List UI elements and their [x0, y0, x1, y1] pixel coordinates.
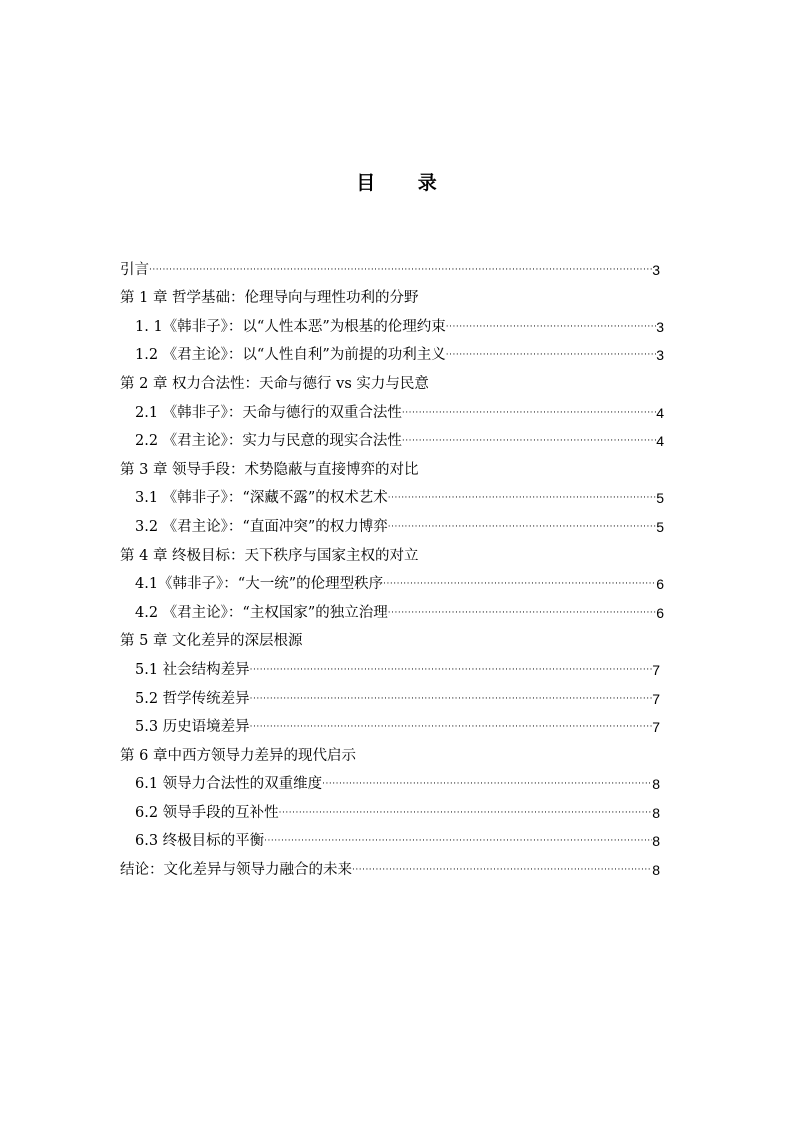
toc-page-number: 4	[656, 404, 664, 421]
toc-entry-text: 第 3 章 领导手段：术势隐蔽与直接博弈的对比	[120, 461, 419, 478]
toc-chapter-heading[interactable]	[120, 538, 660, 567]
toc-entry-text: 6.1 领导力合法性的双重维度	[135, 776, 323, 793]
toc-entry-text: 6.2 领导手段的互补性	[135, 804, 279, 821]
toc-page-number: 8	[652, 804, 660, 821]
toc-entry-text: 5.3 历史语境差异	[135, 719, 250, 736]
table-of-contents	[120, 252, 664, 881]
toc-entry-text: 2.1 《韩非子》：天命与德行的双重合法性	[135, 404, 402, 421]
toc-entry[interactable]	[120, 652, 660, 681]
leader-dots	[149, 261, 652, 281]
toc-entry-text: 第 2 章 权力合法性：天命与德行 vs 实力与民意	[120, 375, 429, 392]
toc-entry-text: 引言	[120, 261, 149, 278]
toc-page-number: 3	[652, 261, 660, 278]
toc-entry[interactable]	[120, 595, 664, 624]
leader-dots	[383, 575, 656, 595]
leader-dots	[279, 804, 653, 824]
toc-entry-text: 1. 1《韩非子》：以“人性本恶”为根基的伦理约束	[135, 318, 446, 335]
toc-page-number: 6	[656, 604, 664, 621]
toc-chapter-heading[interactable]	[120, 366, 660, 395]
toc-entry[interactable]	[120, 481, 664, 510]
toc-entry-text: 4.2 《君主论》：“主权国家”的独立治理	[135, 604, 388, 621]
toc-entry[interactable]	[120, 824, 660, 853]
toc-chapter-heading[interactable]	[120, 624, 660, 653]
toc-entry[interactable]	[120, 681, 660, 710]
leader-dots	[402, 404, 656, 424]
toc-page-number: 6	[656, 576, 664, 593]
toc-entry-text: 结论：文化差异与领导力融合的未来	[120, 862, 352, 879]
toc-entry[interactable]	[120, 852, 660, 881]
toc-chapter-heading[interactable]	[120, 452, 660, 481]
page-title: 目 录	[356, 172, 455, 194]
toc-entry-text: 第 6 章中西方领导力差异的现代启示	[120, 747, 356, 764]
toc-entry[interactable]	[120, 395, 664, 424]
toc-page-number: 8	[652, 833, 660, 850]
toc-entry-text: 3.1 《韩非子》：“深藏不露”的权术艺术	[135, 490, 388, 507]
leader-dots	[446, 346, 656, 366]
toc-entry-text: 6.3 终极目标的平衡	[135, 833, 265, 850]
toc-entry-text: 1.2 《君主论》：以“人性自利”为前提的功利主义	[135, 347, 446, 364]
toc-entry-text: 第 4 章 终极目标：天下秩序与国家主权的对立	[120, 547, 419, 564]
toc-entry-text: 第 1 章 哲学基础：伦理导向与理性功利的分野	[120, 290, 419, 307]
toc-chapter-heading[interactable]	[120, 281, 660, 310]
toc-page-number: 5	[656, 490, 664, 507]
toc-page-number: 3	[656, 347, 664, 364]
toc-entry[interactable]	[120, 767, 660, 796]
toc-page-number: 8	[652, 776, 660, 793]
leader-dots	[388, 604, 656, 624]
toc-entry-text: 5.1 社会结构差异	[135, 661, 250, 678]
toc-entry[interactable]	[120, 567, 664, 596]
leader-dots	[388, 489, 656, 509]
toc-entry[interactable]	[120, 338, 664, 367]
leader-dots	[402, 432, 656, 452]
toc-page-number: 4	[656, 433, 664, 450]
toc-entry-text: 第 5 章 文化差异的深层根源	[120, 633, 303, 650]
toc-page-number: 7	[652, 690, 660, 707]
leader-dots	[446, 318, 656, 338]
toc-entry[interactable]	[120, 424, 664, 453]
leader-dots	[250, 661, 653, 681]
toc-page-number: 8	[652, 862, 660, 879]
toc-entry[interactable]	[120, 710, 660, 739]
toc-entry[interactable]	[120, 309, 664, 338]
toc-entry[interactable]	[120, 252, 660, 281]
leader-dots	[264, 832, 652, 852]
toc-entry-text: 3.2 《君主论》：“直面冲突”的权力博弈	[135, 518, 388, 535]
toc-entry-text: 2.2 《君主论》：实力与民意的现实合法性	[135, 433, 402, 450]
toc-page-number: 7	[652, 719, 660, 736]
toc-page-number: 5	[656, 518, 664, 535]
toc-entry[interactable]	[120, 795, 660, 824]
leader-dots	[322, 775, 652, 795]
leader-dots	[250, 690, 653, 710]
leader-dots	[352, 861, 652, 881]
toc-page-number: 3	[656, 318, 664, 335]
toc-entry-text: 5.2 哲学传统差异	[135, 690, 250, 707]
toc-page-number: 7	[652, 661, 660, 678]
toc-entry-text: 4.1《韩非子》：“大一统”的伦理型秩序	[135, 576, 384, 593]
leader-dots	[250, 718, 653, 738]
toc-chapter-heading[interactable]	[120, 738, 660, 767]
leader-dots	[388, 518, 656, 538]
toc-entry[interactable]	[120, 509, 664, 538]
